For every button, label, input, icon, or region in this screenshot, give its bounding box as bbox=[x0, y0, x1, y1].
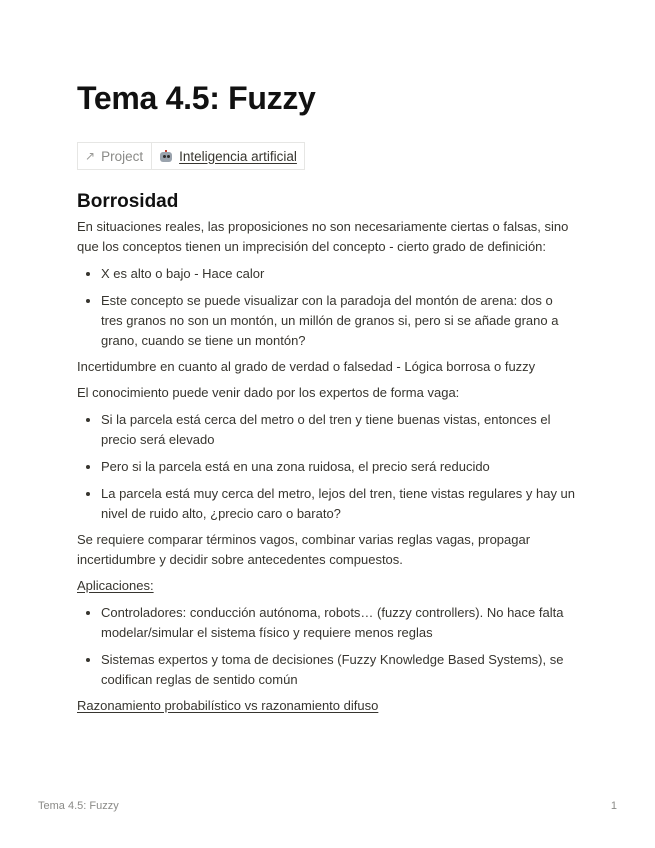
paragraph-intro: En situaciones reales, las proposiciones no son necesariamente ciertas o falsas, sino que los conceptos tienen un imprecisión del concepto - cierto grado de definición: bbox=[77, 219, 569, 254]
list-item: • La parcela está muy cerca del metro, lejos del tren, tiene vistas regulares y hay un nivel de ruido alto, ¿precio caro o barato? bbox=[101, 484, 577, 524]
robot-icon bbox=[159, 150, 173, 162]
applications-label: Aplicaciones: bbox=[77, 578, 154, 593]
page-number: 1 bbox=[610, 800, 617, 812]
paragraph-experts: El conocimiento puede venir dado por los expertos de forma vaga: bbox=[77, 385, 460, 400]
bullet-list-2 bbox=[77, 410, 577, 524]
list-item: • Este concepto se puede visualizar con la paradoja del montón de arena: dos o tres granos no son un montón, un millón de granos si, pero si se añade grano a grano, cuando se tiene un montón? bbox=[101, 291, 577, 351]
page-title: Tema 4.5: Fuzzy bbox=[77, 80, 316, 116]
project-link[interactable]: Inteligencia artificial bbox=[179, 148, 297, 164]
paragraph-uncertainty: Incertidumbre en cuanto al grado de verdad o falsedad - Lógica borrosa o fuzzy bbox=[77, 359, 536, 374]
document-content bbox=[77, 80, 577, 716]
list-item: • Controladores: conducción autónoma, robots… (fuzzy controllers). No hace falta modelar/simular el sistema físico y requiere menos reglas bbox=[101, 603, 577, 643]
page-footer bbox=[38, 800, 617, 812]
reasoning-link[interactable]: Razonamiento probabilístico vs razonamiento difuso bbox=[77, 698, 379, 713]
list-item: • Pero si la parcela está en una zona ruidosa, el precio será reducido bbox=[101, 457, 577, 477]
property-row bbox=[77, 142, 305, 170]
property-key bbox=[78, 143, 152, 169]
section-heading: Borrosidad bbox=[77, 191, 179, 212]
footer-title: Tema 4.5: Fuzzy bbox=[38, 800, 119, 812]
list-item: • Sistemas expertos y toma de decisiones (Fuzzy Knowledge Based Systems), se codifican reglas de sentido común bbox=[101, 650, 577, 690]
property-key-label: Project bbox=[101, 148, 144, 164]
bullet-list-1 bbox=[77, 264, 577, 351]
arrow-up-right-icon: ↗ bbox=[85, 149, 96, 163]
paragraph-requirements: Se requiere comparar términos vagos, combinar varias reglas vagas, propagar incertidumbre y decidir sobre antecedentes compuestos. bbox=[77, 532, 531, 567]
bullet-list-3 bbox=[77, 603, 577, 690]
property-value[interactable] bbox=[152, 143, 304, 169]
list-item: • Si la parcela está cerca del metro o del tren y tiene buenas vistas, entonces el precio será elevado bbox=[101, 410, 577, 450]
list-item: • X es alto o bajo - Hace calor bbox=[101, 264, 577, 284]
